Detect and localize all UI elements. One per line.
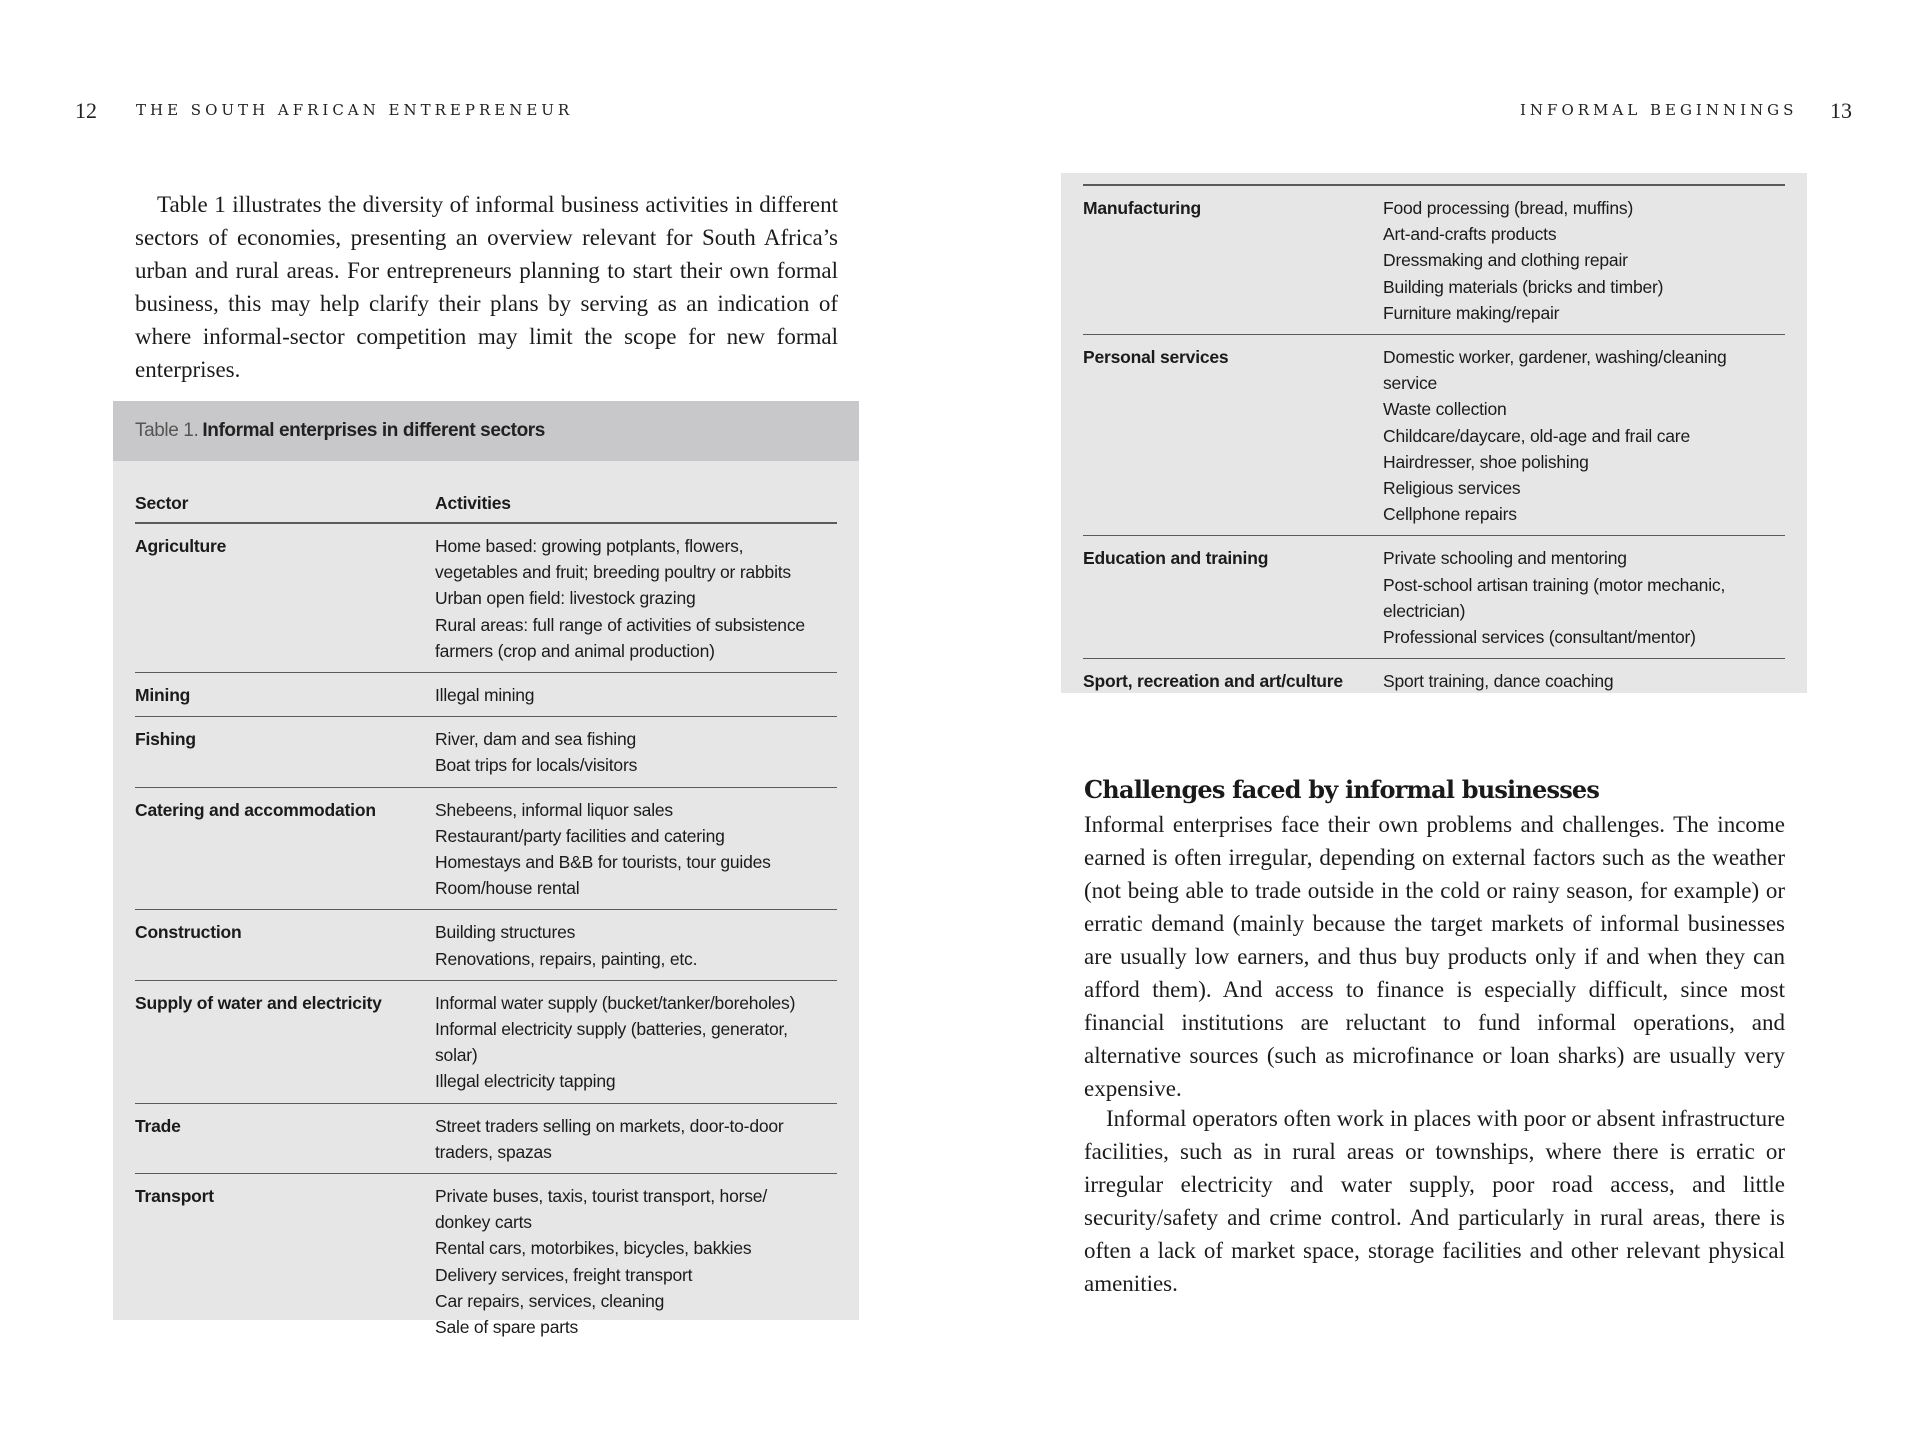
table-caption-label: Table 1. bbox=[135, 420, 199, 441]
activity-line: Informal water supply (bucket/tanker/boreholes) bbox=[435, 992, 796, 1013]
activity-line: farmers (crop and animal production) bbox=[435, 640, 715, 661]
table-row bbox=[135, 910, 837, 980]
activity-line: Professional services (consultant/mentor) bbox=[1383, 627, 1696, 648]
sector-cell bbox=[1083, 536, 1383, 659]
activity-line: Urban open field: livestock grazing bbox=[435, 588, 696, 609]
body-paragraph-1 bbox=[1084, 808, 1785, 1105]
activity-line: Rental cars, motorbikes, bicycles, bakkies bbox=[435, 1238, 752, 1259]
sector-cell bbox=[135, 1174, 435, 1349]
activity-line: Domestic worker, gardener, washing/cleaning bbox=[1383, 347, 1727, 368]
activity-line: Restaurant/party facilities and catering bbox=[435, 825, 725, 846]
activity-line: Rural areas: full range of activities of subsistence bbox=[435, 614, 805, 635]
table-caption bbox=[113, 401, 859, 461]
running-head-left: THE SOUTH AFRICAN ENTREPRENEUR bbox=[136, 101, 574, 119]
intro-paragraph bbox=[135, 188, 838, 386]
table-row bbox=[1083, 659, 1785, 703]
table-row bbox=[135, 523, 837, 673]
intro-paragraph-text: Table 1 illustrates the diversity of informal business activities in different sectors of economies, presenting an overview relevant for South Africa’s urban and rural areas. For entrepreneurs planning to start their own formal business, this may help clarify their plans by serving as an indication of where informal-sector competition may limit the scope for new formal enterprises. bbox=[135, 192, 838, 382]
sector-name: Mining bbox=[135, 685, 191, 706]
activities-cell bbox=[1383, 185, 1785, 335]
table-row bbox=[135, 717, 837, 787]
body-paragraph-1-text: Informal enterprises face their own problems and challenges. The income earned is often irregular, depending on external factors such as the weather (not being able to trade outside in the cold or rainy season, for example) or erratic demand (mainly because the target markets of informal businesses are usually low earners, and thus buy products only if and when they can afford them). And access to finance is especially difficult, since most financial institutions are reluctant to fund informal operations, and alternative sources (such as microfinance or loan sharks) are usually very expensive. bbox=[1084, 812, 1785, 1101]
activity-line: Room/house rental bbox=[435, 878, 580, 899]
activity-line: Art-and-crafts products bbox=[1383, 224, 1557, 245]
activity-line: Boat trips for locals/visitors bbox=[435, 755, 638, 776]
page-number-right: 13 bbox=[1830, 98, 1852, 123]
activity-line: Home based: growing potplants, flowers, bbox=[435, 536, 744, 556]
column-header-activities: Activities bbox=[435, 493, 837, 523]
activities-cell bbox=[435, 980, 837, 1103]
sector-name: Manufacturing bbox=[1083, 198, 1201, 218]
table-header-row bbox=[135, 493, 837, 523]
column-header-sector: Sector bbox=[135, 493, 435, 523]
table-row bbox=[1083, 185, 1785, 335]
sector-cell bbox=[1083, 335, 1383, 536]
activities-cell bbox=[435, 910, 837, 980]
sector-name: Personal services bbox=[1083, 347, 1229, 368]
activity-line: traders, spazas bbox=[435, 1141, 552, 1162]
activity-line: Private buses, taxis, tourist transport, horse/ bbox=[435, 1186, 767, 1207]
activity-line: Building materials (bricks and timber) bbox=[1383, 276, 1664, 297]
table-row bbox=[135, 1174, 837, 1349]
sector-cell bbox=[135, 717, 435, 787]
activities-cell bbox=[1383, 659, 1785, 703]
activity-line: Furniture making/repair bbox=[1383, 302, 1560, 323]
sector-name: Sport, recreation and art/culture bbox=[1083, 671, 1343, 692]
activities-cell bbox=[435, 787, 837, 910]
table-row bbox=[1083, 536, 1785, 659]
table-row bbox=[135, 1103, 837, 1173]
activities-cell bbox=[435, 1174, 837, 1349]
sector-name: Fishing bbox=[135, 729, 196, 750]
sector-cell bbox=[135, 1103, 435, 1173]
activity-line: Dressmaking and clothing repair bbox=[1383, 250, 1628, 271]
activity-line: Illegal mining bbox=[435, 685, 535, 706]
activity-line: solar) bbox=[435, 1045, 478, 1066]
activity-line: Private schooling and mentoring bbox=[1383, 548, 1627, 569]
sector-name: Supply of water and electricity bbox=[135, 992, 382, 1013]
activities-cell bbox=[435, 1103, 837, 1173]
activity-line: electrician) bbox=[1383, 600, 1466, 621]
activities-cell bbox=[435, 523, 837, 673]
sector-name: Education and training bbox=[1083, 548, 1269, 569]
activity-line: service bbox=[1383, 373, 1438, 394]
activity-line: vegetables and fruit; breeding poultry or rabbits bbox=[435, 562, 791, 583]
sector-name: Agriculture bbox=[135, 536, 227, 556]
activity-line: Delivery services, freight transport bbox=[435, 1264, 693, 1285]
activity-line: Illegal electricity tapping bbox=[435, 1071, 616, 1092]
running-head-right: INFORMAL BEGINNINGS bbox=[1520, 101, 1798, 119]
sector-name: Transport bbox=[135, 1186, 214, 1207]
page-number-left: 12 bbox=[75, 98, 97, 123]
table-row bbox=[135, 787, 837, 910]
sector-cell bbox=[1083, 185, 1383, 335]
activity-line: Hairdresser, shoe polishing bbox=[1383, 451, 1589, 472]
sector-name: Catering and accommodation bbox=[135, 799, 376, 820]
body-paragraph-2 bbox=[1084, 1102, 1785, 1300]
sector-name: Construction bbox=[135, 922, 242, 943]
activity-line: Cellphone repairs bbox=[1383, 504, 1517, 525]
table-row bbox=[135, 673, 837, 717]
sector-cell bbox=[135, 787, 435, 910]
sector-cell bbox=[135, 910, 435, 980]
activity-line: Waste collection bbox=[1383, 399, 1507, 420]
activities-cell bbox=[1383, 536, 1785, 659]
sector-table bbox=[135, 493, 837, 1348]
activity-line: Shebeens, informal liquor sales bbox=[435, 799, 673, 820]
sector-cell bbox=[1083, 659, 1383, 703]
activity-line: Car repairs, services, cleaning bbox=[435, 1290, 665, 1311]
table-1-part-1 bbox=[113, 401, 859, 1338]
activities-cell bbox=[435, 717, 837, 787]
activity-line: Post-school artisan training (motor mechanic, bbox=[1383, 574, 1726, 595]
table-body-part-2 bbox=[1083, 185, 1785, 702]
activity-line: donkey carts bbox=[435, 1212, 532, 1233]
activity-line: Building structures bbox=[435, 922, 576, 943]
activity-line: Sport training, dance coaching bbox=[1383, 671, 1614, 692]
body-paragraph-2-text: Informal operators often work in places with poor or absent infrastructure facilities, such as in rural areas or townships, where there is erratic or irregular electricity and water supply, poor road access, and little security/safety and crime control. And particularly in rural areas, there is often a lack of market space, storage facilities and other relevant physical amenities. bbox=[1084, 1106, 1785, 1296]
activity-line: Street traders selling on markets, door-to-door bbox=[435, 1115, 784, 1136]
sector-table-continued bbox=[1083, 184, 1785, 702]
activity-line: Food processing (bread, muffins) bbox=[1383, 198, 1634, 218]
activities-cell bbox=[435, 673, 837, 717]
sector-name: Trade bbox=[135, 1115, 181, 1136]
activity-line: Childcare/daycare, old-age and frail care bbox=[1383, 425, 1690, 446]
sector-cell bbox=[135, 523, 435, 673]
table-row bbox=[1083, 335, 1785, 536]
table-1-part-2 bbox=[1061, 173, 1807, 693]
section-heading: Challenges faced by informal businesses bbox=[1084, 775, 1600, 804]
table-caption-title: Informal enterprises in different sectors bbox=[202, 420, 545, 441]
activities-cell bbox=[1383, 335, 1785, 536]
activity-line: Sale of spare parts bbox=[435, 1317, 579, 1338]
activity-line: River, dam and sea fishing bbox=[435, 729, 637, 750]
activity-line: Homestays and B&B for tourists, tour guides bbox=[435, 852, 771, 873]
sector-cell bbox=[135, 980, 435, 1103]
activity-line: Religious services bbox=[1383, 478, 1521, 499]
activity-line: Informal electricity supply (batteries, generator, bbox=[435, 1019, 788, 1040]
table-row bbox=[135, 980, 837, 1103]
sector-cell bbox=[135, 673, 435, 717]
activity-line: Renovations, repairs, painting, etc. bbox=[435, 948, 698, 969]
table-body-part-1 bbox=[135, 523, 837, 1348]
